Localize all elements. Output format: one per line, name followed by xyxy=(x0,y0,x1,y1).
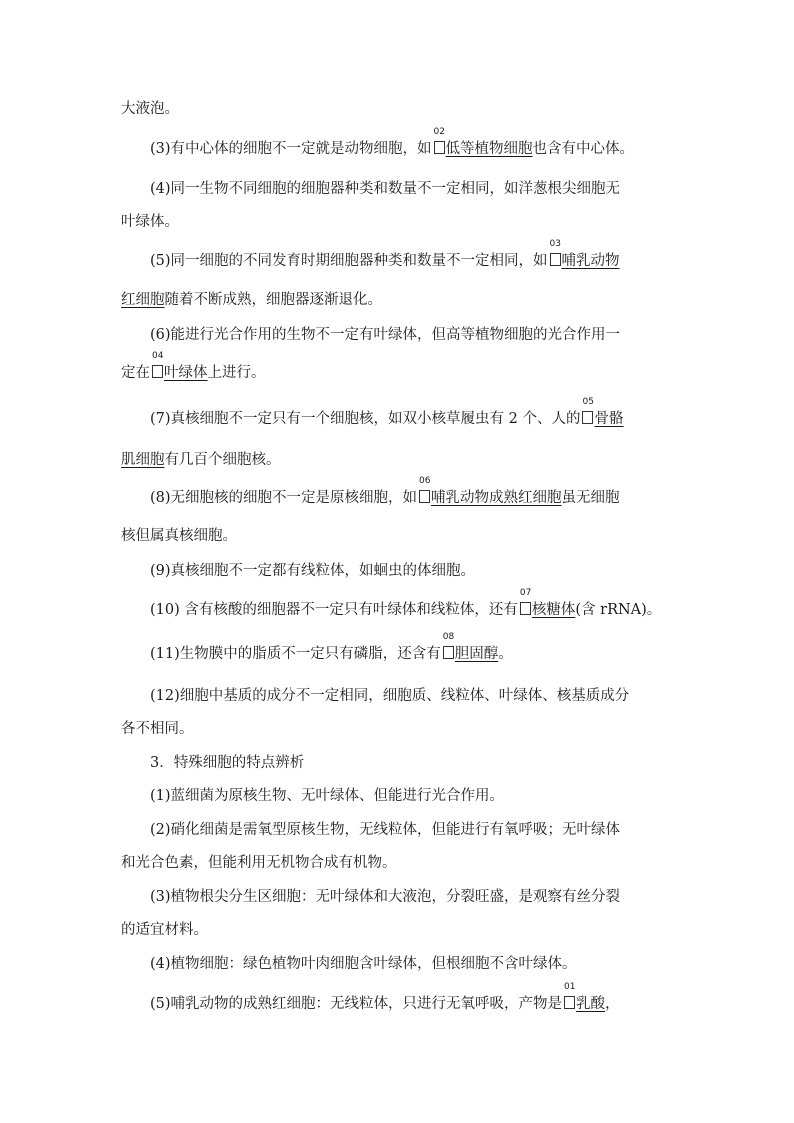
text-line: 定在 04 叶绿体上进行。 xyxy=(121,351,266,381)
answer-box xyxy=(549,239,561,266)
text-line: 肌细胞有几百个细胞核。 xyxy=(121,452,281,468)
answer-text: 胆固醇 xyxy=(454,646,499,662)
text-line: 红细胞随着不断成熟，细胞器逐渐退化。 xyxy=(121,292,382,308)
answer-box xyxy=(582,397,594,424)
text-line: 大液泡。 xyxy=(121,101,179,117)
text-line: 叶绿体。 xyxy=(121,214,179,230)
answer-number: 05 xyxy=(582,397,594,407)
text-line: (11)生物膜中的脂质不一定只有磷脂，还含有 08 胆固醇。 xyxy=(150,632,513,662)
answer-box xyxy=(442,632,455,659)
text-line: (10) 含有核酸的细胞器不一定只有叶绿体和线粒体，还有 07 核糖体(含 rRNA)。 xyxy=(150,588,662,618)
text-line: (5)同一细胞的不同发育时期细胞器种类和数量不一定相同，如 03 哺乳动物 xyxy=(150,239,620,269)
text-line: (3)有中心体的细胞不一定就是动物细胞，如 02 低等植物细胞也含有中心体。 xyxy=(150,127,635,157)
answer-text: 肌细胞 xyxy=(121,452,165,468)
text-line: (4)植物细胞：绿色植物叶肉细胞含叶绿体，但根细胞不含叶绿体。 xyxy=(150,956,577,972)
answer-text: 红细胞 xyxy=(121,292,165,308)
answer-number: 01 xyxy=(564,982,576,992)
answer-text: 核糖体 xyxy=(531,602,576,618)
answer-box xyxy=(564,982,576,1009)
answer-text: 哺乳动物成熟红细胞 xyxy=(431,490,562,506)
answer-text: 骨骼 xyxy=(594,411,624,427)
text-line: (3)植物根尖分生区细胞：无叶绿体和大液泡，分裂旺盛，是观察有丝分裂 xyxy=(150,889,621,905)
answer-box xyxy=(519,588,532,615)
text-line: 的适宜材料。 xyxy=(121,922,208,938)
answer-box xyxy=(419,476,431,503)
text-line: (9)真核细胞不一定都有线粒体，如蛔虫的体细胞。 xyxy=(150,563,476,579)
text-line: (8)无细胞核的细胞不一定是原核细胞，如 06 哺乳动物成熟红细胞虽无细胞 xyxy=(150,476,620,506)
text-line: 各不相同。 xyxy=(121,721,194,737)
text-line: 核但属真核细胞。 xyxy=(121,528,237,544)
answer-number: 08 xyxy=(442,632,455,642)
answer-box xyxy=(433,127,445,154)
text-line: (5)哺乳动物的成熟红细胞：无线粒体，只进行无氧呼吸，产物是 01 乳酸， xyxy=(150,982,620,1012)
text-line: (6)能进行光合作用的生物不一定有叶绿体，但高等植物细胞的光合作用一 xyxy=(150,327,621,343)
answer-number: 02 xyxy=(433,127,445,137)
text-line: (1)蓝细菌为原核生物、无叶绿体、但能进行光合作用。 xyxy=(150,788,505,804)
section-heading: 3．特殊细胞的特点辨析 xyxy=(150,755,305,771)
answer-text: 乳酸 xyxy=(576,996,606,1012)
text-line: (7)真核细胞不一定只有一个细胞核，如双小核草履虫有 2 个、人的 05 骨骼 xyxy=(150,397,624,427)
answer-text: 低等植物细胞 xyxy=(445,141,533,157)
answer-text: 叶绿体 xyxy=(164,365,208,381)
text-line: (12)细胞中基质的成分不一定相同，细胞质、线粒体、叶绿体、核基质成分 xyxy=(150,688,630,704)
answer-number: 07 xyxy=(519,588,532,598)
text-line: (4)同一生物不同细胞的细胞器种类和数量不一定相同，如洋葱根尖细胞无 xyxy=(150,181,621,197)
text-line: 和光合色素，但能利用无机物合成有机物。 xyxy=(121,855,397,871)
answer-number: 03 xyxy=(549,239,561,249)
answer-number: 06 xyxy=(419,476,431,486)
answer-text: 哺乳动物 xyxy=(561,253,620,269)
answer-box xyxy=(152,351,164,378)
answer-number: 04 xyxy=(152,351,164,361)
text-line: (2)硝化细菌是需氧型原核生物，无线粒体，但能进行有氧呼吸；无叶绿体 xyxy=(150,822,621,838)
